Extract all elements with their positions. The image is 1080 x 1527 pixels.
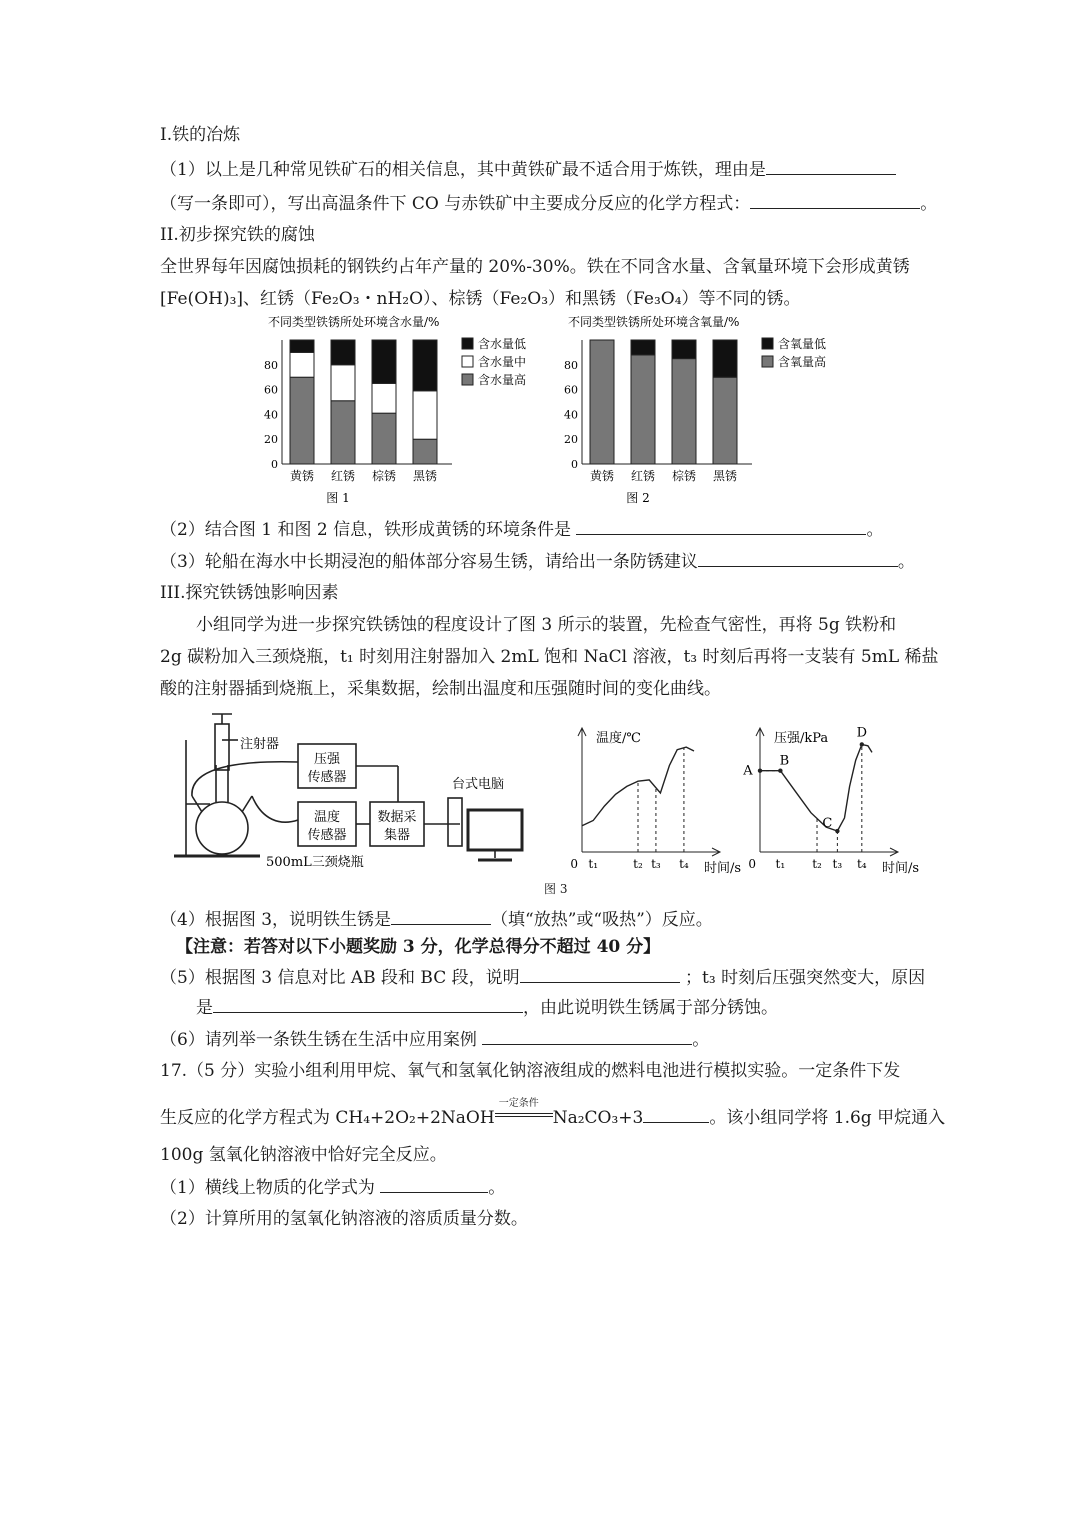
x-tick-label: 黄锈 [289,469,315,483]
question-5-line2 [196,996,778,1019]
q17-equation-left: 生反应的化学方程式为 CH₄+2O₂+2NaOH [160,1108,495,1128]
legend-label: 含水量中 [478,355,527,369]
label-temp-1: 温度 [313,810,341,825]
bar-segment [631,340,655,355]
question-2-line [160,518,883,541]
x-tick-label: 黄锈 [589,469,615,483]
x-tick-label: 黑锈 [412,469,438,483]
figure-caption: 图 2 [626,491,650,505]
figure-3-caption: 图 3 [544,882,568,896]
origin-label: 0 [748,857,756,871]
bar-segment [713,377,737,464]
q17-equation-right: Na₂CO₃+3 [552,1108,644,1128]
label-computer: 台式电脑 [452,777,505,792]
answer-blank-5b[interactable] [213,996,523,1013]
flask-side-neck-right [242,796,252,812]
bar-segment [331,401,355,464]
label-syringe: 注射器 [240,737,280,752]
q17-line3: 100g 氢氧化钠溶液中恰好完全反应。 [160,1145,447,1165]
x-tick-label: 黑锈 [712,469,738,483]
y-axis-label: 压强/kPa [774,731,829,746]
q17-line2 [160,1098,946,1129]
section1-title: I.铁的冶炼 [160,125,241,145]
tube-temperature [252,796,298,822]
bar-segment [413,439,437,464]
section3-paragraph-3: 酸的注射器插到烧瓶上，采集数据，绘制出温度和压强随时间的变化曲线。 [160,679,721,699]
question-1-line1 [160,158,896,181]
x-tick-label: t₁ [588,857,599,871]
y-tick-label: 60 [264,383,278,397]
question-3-line [160,550,915,573]
legend-label: 含氧量高 [778,355,827,369]
x-tick-label: t₃ [832,857,843,871]
q17-sub1-end: 。 [488,1178,506,1198]
bar-segment [290,352,314,377]
chart-oxygen-content [564,314,826,505]
question-3-text: （3）轮船在海水中长期浸泡的船体部分容易生锈，请给出一条防锈建议 [160,552,698,572]
q17-line1: 17.（5 分）实验小组利用甲烷、氧气和氢氧化钠溶液组成的燃料电池进行模拟实验。一定条件下发 [160,1061,901,1081]
answer-blank-1a[interactable] [766,158,896,175]
syringe-barrel [215,724,229,770]
monitor [468,810,522,850]
bar-segment [713,340,737,377]
question-5-text-a: （5）根据图 3 信息对比 AB 段和 BC 段，说明 [160,968,520,988]
reaction-condition: 一定条件 [498,1098,539,1109]
y-tick-label: 0 [271,458,278,471]
legend-label: 含氧量低 [778,337,827,351]
y-tick-label: 80 [264,358,278,372]
legend-swatch [762,356,773,367]
label-flask: 500mL三颈烧瓶 [266,855,364,870]
q17-sub1-text: （1）横线上物质的化学式为 [160,1178,375,1198]
tube-pressure [192,762,298,796]
y-tick-label: 0 [571,458,578,471]
apparatus-diagram [170,710,570,880]
question-6-text: （6）请列举一条铁生锈在生活中应用案例 [160,1030,477,1050]
data-point [758,769,762,773]
x-tick-label: t₃ [651,857,661,871]
bar-segment [372,413,396,464]
bar-segment [672,340,696,359]
period: 。 [692,1030,710,1050]
x-tick-label: 红锈 [630,469,656,483]
label-temp-2: 传感器 [307,828,347,843]
question-1-line2 [160,192,937,215]
bar-segment [372,383,396,413]
bar-segment [290,377,314,464]
point-label: B [779,753,790,769]
q17-line2-tail: 。该小组同学将 1.6g 甲烷通入 [709,1108,946,1128]
period: 。 [897,552,915,572]
point-label: D [856,725,868,741]
label-pressure-1: 压强 [313,752,341,767]
question-4-text-b: （填“放热”或“吸热”）反应。 [491,910,713,930]
figure-1-2 [240,312,880,512]
bar-segment [590,340,614,464]
computer-tower [448,798,462,846]
bar-segment [290,340,314,352]
y-axis-label: 温度/℃ [596,731,641,746]
bar-segment [631,355,655,464]
origin-label: 0 [570,857,578,871]
chart-water-content [264,314,526,505]
label-pressure-2: 传感器 [307,770,347,785]
data-point [778,769,782,773]
y-tick-label: 80 [564,358,578,372]
label-collector-2: 集器 [383,828,411,843]
data-point [835,829,839,833]
section3-paragraph-1: 小组同学为进一步探究铁锈蚀的程度设计了图 3 所示的装置，先检查气密性，再将 5g 铁粉和 [196,615,897,635]
x-tick-label: 棕锈 [371,469,397,483]
section2-paragraph-2: [Fe(OH)₃]、红锈（Fe₂O₃・nH₂O）、棕锈（Fe₂O₃）和黑锈（Fe₃O₄）等不同的锈。 [160,289,801,309]
chart-title: 不同类型铁锈所处环境含氧量/% [568,315,740,329]
section3-paragraph-2: 2g 碳粉加入三颈烧瓶，t₁ 时刻用注射器加入 2mL 饱和 NaCl 溶液，t₃ 时刻后再将一支装有 5mL 稀盐 [160,647,939,667]
answer-blank-4[interactable] [391,908,491,925]
section2-title: II.初步探究铁的腐蚀 [160,225,315,245]
figure-3-curves [570,720,930,880]
y-tick-label: 40 [264,408,278,422]
answer-blank-2[interactable] [576,518,866,535]
bar-segment [372,340,396,383]
x-tick-label: t₁ [775,857,786,871]
x-tick-label: t₄ [679,857,689,871]
answer-blank-1b[interactable] [750,192,920,209]
legend-swatch [462,356,473,367]
q17-sub1 [160,1176,505,1199]
answer-blank-3[interactable] [698,550,898,567]
x-axis-label: 时间/s [704,861,742,876]
answer-blank-6[interactable] [482,1028,692,1045]
question-5-text-d: ，由此说明铁生锈属于部分锈蚀。 [523,998,778,1018]
bonus-note: 【注意：若答对以下小题奖励 3 分，化学总得分不超过 40 分】 [176,937,661,957]
bar-segment [672,359,696,464]
point-label: A [743,763,753,779]
chart-temperature [570,728,741,876]
x-axis-label: 时间/s [882,861,920,876]
question-4-line [160,908,713,931]
y-tick-label: 20 [564,433,578,447]
flask-body [196,802,248,854]
question-2-text: （2）结合图 1 和图 2 信息，铁形成黄锈的环境条件是 [160,520,572,540]
legend-label: 含水量低 [478,337,527,351]
data-curve [760,745,872,832]
label-collector-1: 数据采 [377,810,417,825]
point-label: C [822,816,833,832]
question-5-text-b: ；t₃ 时刻后压强突然变大，原因 [685,968,926,988]
data-point [860,742,864,746]
answer-blank-17-1[interactable] [380,1176,488,1193]
x-tick-label: 棕锈 [671,469,697,483]
section2-paragraph-1: 全世界每年因腐蚀损耗的钢铁约占年产量的 20%-30%。铁在不同含水量、含氧量环境下会形成黄锈 [160,257,910,277]
y-tick-label: 60 [564,383,578,397]
y-tick-label: 40 [564,408,578,422]
x-tick-label: 红锈 [330,469,356,483]
legend-label: 含水量高 [478,373,527,387]
period: 。 [866,520,884,540]
legend-swatch [462,338,473,349]
bar-segment [413,391,437,439]
section3-title: III.探究铁锈蚀影响因素 [160,583,339,603]
answer-blank-17-formula[interactable] [643,1106,709,1123]
figure-caption: 图 1 [326,491,350,505]
q17-sub2: （2）计算所用的氢氧化钠溶液的溶质质量分数。 [160,1209,528,1229]
period: 。 [920,194,938,214]
bar-segment [331,340,355,365]
bar-segment [331,365,355,401]
x-tick-label: t₂ [633,857,643,871]
x-tick-label: t₄ [856,857,867,871]
y-tick-label: 20 [264,433,278,447]
answer-blank-5a[interactable] [520,966,680,983]
legend-swatch [762,338,773,349]
question-4-text-a: （4）根据图 3，说明铁生锈是 [160,910,392,930]
legend-swatch [462,374,473,385]
chart-pressure [742,725,919,876]
question-1-text-b: （写一条即可），写出高温条件下 CO 与赤铁矿中主要成分反应的化学方程式： [160,194,751,214]
question-1-text-a: （1）以上是几种常见铁矿石的相关信息，其中黄铁矿最不适合用于炼铁，理由是 [160,160,766,180]
question-6-line [160,1028,709,1051]
question-5-text-c: 是 [196,998,213,1018]
bar-segment [413,340,437,391]
reaction-arrow [495,1098,553,1123]
chart-title: 不同类型铁锈所处环境含水量/% [268,315,440,329]
question-5-line1 [160,966,925,989]
x-tick-label: t₂ [812,857,822,871]
